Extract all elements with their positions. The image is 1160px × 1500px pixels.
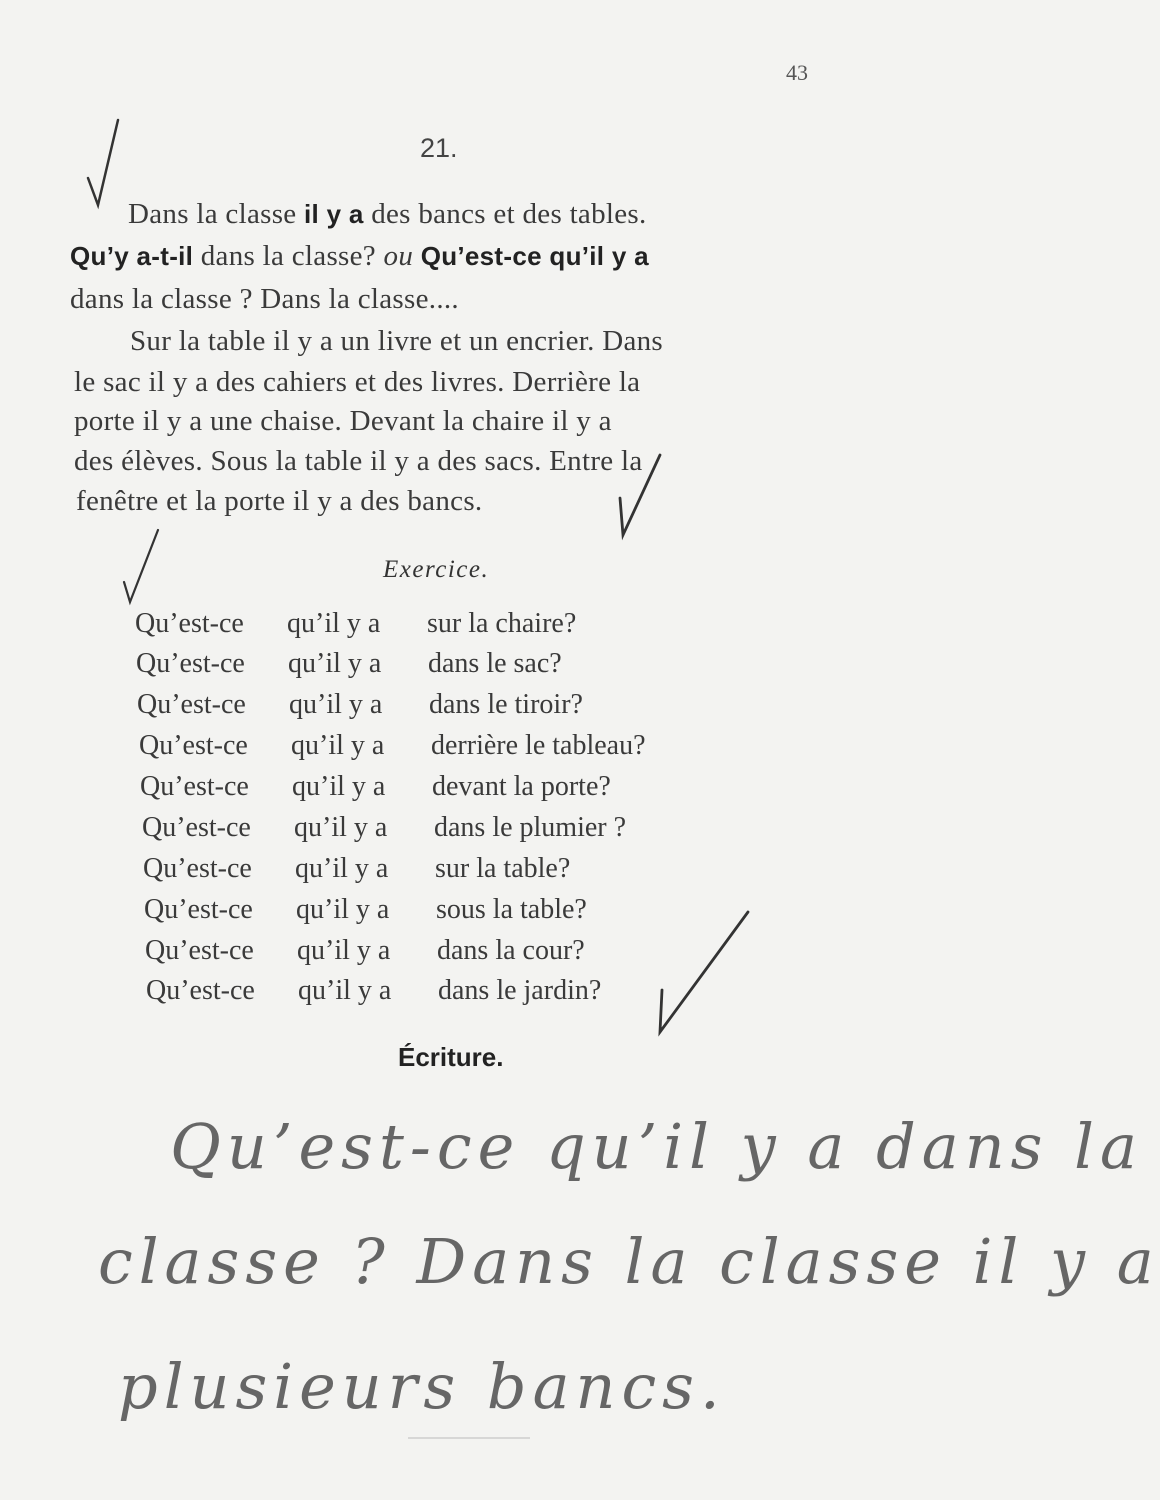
question-part: dans la cour? [437, 935, 585, 966]
space [413, 240, 421, 272]
text-run: des bancs et des tables. [363, 198, 647, 230]
question-part: derrière le tableau? [431, 730, 646, 761]
paragraph2-line: porte il y a une chaise. Devant la chaire il y a [74, 405, 612, 437]
question-part: sous la table? [436, 894, 587, 925]
paragraph1-line1 [128, 198, 647, 231]
paragraph1-line2 [70, 240, 649, 273]
question-part: sur la table? [435, 853, 571, 884]
bold-question: Qu’est-ce qu’il y a [420, 241, 649, 271]
question-row [143, 853, 570, 885]
question-part: devant la porte? [432, 771, 611, 802]
question-part: qu’il y a [287, 608, 381, 639]
paragraph2-line: fenêtre et la porte il y a des bancs. [76, 485, 483, 517]
question-part: qu’il y a [288, 648, 382, 679]
paragraph2-line: le sac il y a des cahiers et des livres. Derrière la [74, 366, 641, 398]
bold-term: il y a [304, 199, 364, 229]
question-row [142, 812, 626, 844]
cursive-line: classe ? Dans la classe il y a [98, 1225, 1160, 1298]
question-part: qu’il y a [294, 812, 388, 843]
italic-conjunction: ou [383, 240, 414, 272]
question-part: Qu’est-ce [139, 730, 248, 761]
check-mark-icon [88, 120, 118, 205]
question-part: dans le sac? [428, 648, 562, 679]
page-number: 43 [786, 60, 808, 85]
check-mark-icon [124, 530, 158, 602]
question-row [135, 608, 576, 640]
question-part: qu’il y a [295, 853, 389, 884]
text-run: dans la classe? [193, 240, 384, 272]
question-part: qu’il y a [297, 935, 391, 966]
paragraph2-line: Sur la table il y a un livre et un encrier. Dans [130, 325, 664, 357]
ecriture-title: Écriture. [398, 1042, 504, 1072]
question-part: Qu’est-ce [144, 894, 253, 925]
question-part: Qu’est-ce [145, 935, 254, 966]
question-part: Qu’est-ce [143, 853, 252, 884]
question-part: qu’il y a [291, 730, 385, 761]
question-row [136, 648, 562, 680]
question-part: qu’il y a [296, 894, 390, 925]
question-row [139, 730, 646, 762]
bold-question: Qu’y a-t-il [70, 241, 194, 271]
question-part: qu’il y a [292, 771, 386, 802]
question-part: qu’il y a [298, 975, 392, 1006]
question-part: dans le plumier ? [434, 812, 627, 843]
question-part: Qu’est-ce [142, 812, 251, 843]
exercice-title: Exercice. [383, 556, 490, 583]
question-part: qu’il y a [289, 689, 383, 720]
question-part: Qu’est-ce [140, 771, 249, 802]
check-mark-icon [660, 912, 748, 1032]
question-part: Qu’est-ce [137, 689, 246, 720]
text-run: Dans la classe [128, 198, 305, 230]
question-row [144, 894, 587, 926]
cursive-line: Qu’est-ce qu’il y a dans la [170, 1110, 1143, 1183]
cursive-line: plusieurs bancs. [118, 1350, 726, 1423]
question-part: Qu’est-ce [136, 648, 245, 679]
question-part: sur la chaire? [427, 608, 577, 639]
question-part: Qu’est-ce [135, 608, 244, 639]
lesson-number: 21. [420, 133, 458, 163]
paragraph2-line: des élèves. Sous la table il y a des sacs. Entre la [74, 445, 643, 477]
question-row [137, 689, 583, 721]
question-row [140, 771, 611, 803]
paragraph1-line3: dans la classe ? Dans la classe.... [70, 283, 459, 315]
question-part: dans le tiroir? [429, 689, 583, 720]
question-part: Qu’est-ce [146, 975, 255, 1006]
question-part: dans le jardin? [438, 975, 602, 1006]
question-row [146, 975, 601, 1007]
question-row [145, 935, 585, 967]
